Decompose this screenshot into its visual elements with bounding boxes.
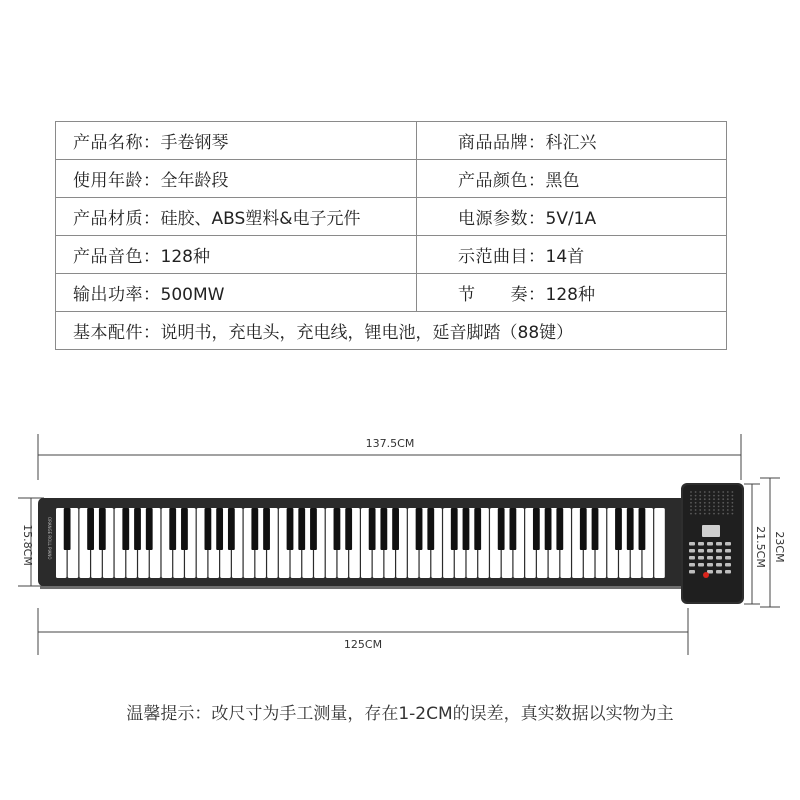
speaker-hole bbox=[690, 491, 692, 493]
keyboard-shadow bbox=[40, 586, 684, 589]
control-button[interactable] bbox=[716, 556, 722, 560]
black-key[interactable] bbox=[216, 508, 223, 550]
spec-label: 产品名称： bbox=[73, 133, 161, 153]
black-key[interactable] bbox=[228, 508, 235, 550]
black-key[interactable] bbox=[627, 508, 634, 550]
speaker-hole bbox=[732, 498, 734, 500]
control-button[interactable] bbox=[716, 542, 722, 546]
speaker-hole bbox=[704, 506, 706, 508]
spec-label: 示范曲目： bbox=[458, 247, 546, 267]
speaker-hole bbox=[695, 502, 697, 504]
control-button[interactable] bbox=[707, 549, 713, 553]
speaker-hole bbox=[709, 491, 711, 493]
control-button[interactable] bbox=[689, 556, 695, 560]
speaker-hole bbox=[713, 491, 715, 493]
spec-label: 产品材质： bbox=[73, 209, 161, 229]
black-key[interactable] bbox=[392, 508, 399, 550]
control-button[interactable] bbox=[725, 542, 731, 546]
black-key[interactable] bbox=[380, 508, 387, 550]
control-button[interactable] bbox=[698, 563, 704, 567]
spec-value: 全年龄段 bbox=[160, 171, 229, 191]
control-button[interactable] bbox=[707, 563, 713, 567]
speaker-hole bbox=[704, 509, 706, 511]
spec-value: 500MW bbox=[160, 285, 225, 305]
speaker-hole bbox=[722, 495, 724, 497]
speaker-hole bbox=[699, 506, 701, 508]
brand-printing: ORANGE ROLL PIANO bbox=[47, 517, 52, 560]
black-key[interactable] bbox=[345, 508, 352, 550]
black-key[interactable] bbox=[474, 508, 481, 550]
spec-label: 输出功率： bbox=[73, 285, 161, 305]
spec-label: 使用年龄： bbox=[73, 171, 161, 191]
power-button[interactable] bbox=[703, 572, 709, 578]
speaker-hole bbox=[713, 513, 715, 515]
control-button[interactable] bbox=[707, 556, 713, 560]
control-button[interactable] bbox=[725, 549, 731, 553]
speaker-hole bbox=[713, 506, 715, 508]
speaker-hole bbox=[704, 495, 706, 497]
speaker-hole bbox=[727, 498, 729, 500]
black-key[interactable] bbox=[639, 508, 646, 550]
speaker-hole bbox=[699, 513, 701, 515]
black-key[interactable] bbox=[334, 508, 341, 550]
black-key[interactable] bbox=[64, 508, 71, 550]
black-key[interactable] bbox=[122, 508, 129, 550]
speaker-hole bbox=[704, 491, 706, 493]
speaker-hole bbox=[732, 491, 734, 493]
control-button[interactable] bbox=[689, 563, 695, 567]
speaker-hole bbox=[699, 509, 701, 511]
black-key[interactable] bbox=[463, 508, 470, 550]
speaker-hole bbox=[722, 509, 724, 511]
spec-label: 产品音色： bbox=[73, 247, 161, 267]
speaker-hole bbox=[732, 502, 734, 504]
speaker-hole bbox=[695, 495, 697, 497]
speaker-hole bbox=[718, 498, 720, 500]
black-key[interactable] bbox=[615, 508, 622, 550]
black-key[interactable] bbox=[181, 508, 188, 550]
spec-label: 电源参数： bbox=[458, 209, 546, 229]
speaker-hole bbox=[713, 498, 715, 500]
black-key[interactable] bbox=[580, 508, 587, 550]
spec-value: 5V/1A bbox=[545, 209, 597, 229]
control-button[interactable] bbox=[716, 570, 722, 574]
speaker-hole bbox=[732, 513, 734, 515]
black-key[interactable] bbox=[369, 508, 376, 550]
speaker-hole bbox=[722, 502, 724, 504]
control-button[interactable] bbox=[716, 563, 722, 567]
speaker-hole bbox=[690, 502, 692, 504]
speaker-hole bbox=[718, 509, 720, 511]
black-key[interactable] bbox=[427, 508, 434, 550]
black-key[interactable] bbox=[592, 508, 599, 550]
spec-value: 黑色 bbox=[545, 171, 580, 191]
speaker-hole bbox=[709, 495, 711, 497]
speaker-hole bbox=[727, 491, 729, 493]
speaker-hole bbox=[713, 495, 715, 497]
black-key[interactable] bbox=[451, 508, 458, 550]
speaker-hole bbox=[722, 513, 724, 515]
speaker-hole bbox=[704, 513, 706, 515]
black-key[interactable] bbox=[287, 508, 294, 550]
spec-label: 基本配件： bbox=[73, 323, 161, 343]
speaker-hole bbox=[718, 513, 720, 515]
total-length-label: 137.5CM bbox=[365, 437, 415, 450]
control-button[interactable] bbox=[698, 549, 704, 553]
speaker-hole bbox=[690, 498, 692, 500]
speaker-hole bbox=[695, 506, 697, 508]
black-key[interactable] bbox=[545, 508, 552, 550]
speaker-hole bbox=[699, 498, 701, 500]
control-inner-height-label: 21.5CM bbox=[754, 526, 767, 568]
keyboard-length-label: 125CM bbox=[343, 638, 383, 651]
black-key[interactable] bbox=[205, 508, 212, 550]
speaker-hole bbox=[732, 509, 734, 511]
black-key[interactable] bbox=[556, 508, 563, 550]
spec-value: 硅胶、ABS塑料&电子元件 bbox=[160, 209, 361, 229]
speaker-hole bbox=[709, 513, 711, 515]
black-key[interactable] bbox=[310, 508, 317, 550]
black-key[interactable] bbox=[169, 508, 176, 550]
keyboard-height-label: 15.8CM bbox=[21, 524, 34, 566]
speaker-hole bbox=[704, 498, 706, 500]
speaker-hole bbox=[704, 502, 706, 504]
speaker-hole bbox=[709, 506, 711, 508]
black-key[interactable] bbox=[498, 508, 505, 550]
spec-value: 14首 bbox=[545, 247, 585, 267]
black-key[interactable] bbox=[416, 508, 423, 550]
control-button[interactable] bbox=[689, 542, 695, 546]
speaker-hole bbox=[718, 495, 720, 497]
control-outer-height-label: 23CM bbox=[773, 531, 786, 563]
control-button[interactable] bbox=[689, 570, 695, 574]
speaker-hole bbox=[732, 506, 734, 508]
speaker-hole bbox=[722, 498, 724, 500]
speaker-hole bbox=[722, 506, 724, 508]
display-screen bbox=[702, 525, 720, 537]
speaker-hole bbox=[690, 506, 692, 508]
speaker-hole bbox=[713, 509, 715, 511]
speaker-hole bbox=[690, 509, 692, 511]
white-key[interactable] bbox=[654, 508, 665, 578]
control-button[interactable] bbox=[725, 570, 731, 574]
speaker-hole bbox=[699, 502, 701, 504]
black-key[interactable] bbox=[298, 508, 305, 550]
black-key[interactable] bbox=[533, 508, 540, 550]
speaker-hole bbox=[699, 491, 701, 493]
spec-value: 128种 bbox=[160, 247, 210, 267]
control-button[interactable] bbox=[725, 556, 731, 560]
speaker-hole bbox=[727, 506, 729, 508]
spec-value: 手卷钢琴 bbox=[160, 133, 229, 153]
speaker-hole bbox=[718, 502, 720, 504]
black-key[interactable] bbox=[87, 508, 94, 550]
speaker-hole bbox=[718, 506, 720, 508]
speaker-hole bbox=[695, 513, 697, 515]
spec-value: 科汇兴 bbox=[545, 133, 597, 153]
spec-label: 产品颜色： bbox=[458, 171, 546, 191]
black-key[interactable] bbox=[99, 508, 106, 550]
speaker-hole bbox=[709, 502, 711, 504]
speaker-hole bbox=[718, 491, 720, 493]
speaker-hole bbox=[713, 502, 715, 504]
speaker-hole bbox=[727, 513, 729, 515]
control-button[interactable] bbox=[725, 563, 731, 567]
speaker-hole bbox=[709, 498, 711, 500]
black-key[interactable] bbox=[251, 508, 258, 550]
speaker-hole bbox=[732, 495, 734, 497]
speaker-hole bbox=[727, 502, 729, 504]
black-key[interactable] bbox=[263, 508, 270, 550]
spec-value: 128种 bbox=[545, 285, 595, 305]
speaker-hole bbox=[695, 509, 697, 511]
speaker-hole bbox=[695, 491, 697, 493]
spec-label: 节 奏： bbox=[458, 285, 546, 305]
black-key[interactable] bbox=[146, 508, 153, 550]
control-button[interactable] bbox=[698, 542, 704, 546]
control-button[interactable] bbox=[707, 542, 713, 546]
speaker-hole bbox=[727, 509, 729, 511]
speaker-hole bbox=[722, 491, 724, 493]
spec-value: 说明书，充电头，充电线，锂电池，延音脚踏（88键） bbox=[160, 323, 574, 343]
control-box bbox=[681, 483, 744, 604]
speaker-hole bbox=[727, 495, 729, 497]
control-button[interactable] bbox=[698, 556, 704, 560]
measurement-tip: 温馨提示：改尺寸为手工测量，存在1-2CM的误差，真实数据以实物为主 bbox=[126, 704, 674, 724]
spec-label: 商品品牌： bbox=[458, 133, 546, 153]
speaker-hole bbox=[690, 495, 692, 497]
speaker-hole bbox=[695, 498, 697, 500]
speaker-hole bbox=[709, 509, 711, 511]
black-key[interactable] bbox=[134, 508, 141, 550]
black-key[interactable] bbox=[510, 508, 517, 550]
control-button[interactable] bbox=[689, 549, 695, 553]
control-button[interactable] bbox=[716, 549, 722, 553]
speaker-hole bbox=[699, 495, 701, 497]
speaker-hole bbox=[690, 513, 692, 515]
